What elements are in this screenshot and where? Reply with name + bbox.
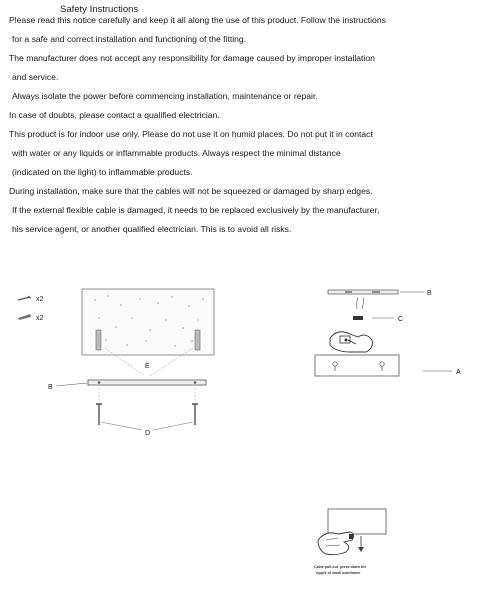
safety-line-5: Always isolate the power before commencing installation, maintenance or repair. [12,91,318,101]
label-b-left: B [48,384,53,391]
parts-legend [18,296,44,322]
terminal-block-icon [353,316,363,320]
safety-line-10: During installation, make sure that the cables will not be squeezed or damaged by sharp edges. [9,186,373,196]
safety-line-12: his service agent, or another qualified electrician. This is to avoid all risks. [12,224,292,234]
pullout-caption-line-2: nipple of small mainframe [316,571,361,575]
label-b-right: B [427,290,432,297]
bracket-top [328,290,398,294]
label-a: A [456,369,461,376]
safety-line-6: In case of doubts, please contact a qualified electrician. [9,110,220,120]
cable-wires [357,297,364,309]
safety-line-8: with water or any liquids or inflammable products. Always respect the minimal distance [12,148,341,158]
wall-plug-icon [18,314,31,320]
hand-connector-icon [330,332,372,352]
safety-line-2: for a safe and correct installation and functioning of the fitting. [12,34,247,44]
mounting-bracket [88,380,206,385]
screw-icon [18,296,31,300]
pullout-caption-line-1: Cable pull-out, press down the [314,565,367,569]
label-d: D [145,430,151,437]
wall-plug-left-icon [96,330,101,350]
safety-line-9: (indicated on the light) to inflammable products. [12,167,193,177]
lamp-body [315,355,399,376]
safety-line-3: The manufacturer does not accept any responsibility for damage caused by improper installation [9,53,375,63]
wall-plug-right-icon [195,330,200,350]
hand-press-icon [318,532,354,555]
plug-quantity: x2 [36,315,44,322]
safety-line-7: This product is for indoor use only. Please do not use it on humid places. Do not put it in contact [9,129,373,139]
fixture-box [328,509,386,534]
label-c: C [398,316,404,323]
safety-line-4: and service. [12,72,59,82]
safety-line-11: If the external flexible cable is damaged, it needs to be replaced exclusively by the manufacturer, [12,205,380,215]
label-e: E [145,363,150,370]
safety-line-1: Please read this notice carefully and keep it all along the use of this product. Follow the instructions [9,15,386,25]
screw-quantity: x2 [36,296,44,303]
arrow-down-icon [358,536,364,552]
safety-heading: Safety Instructions [60,4,139,15]
